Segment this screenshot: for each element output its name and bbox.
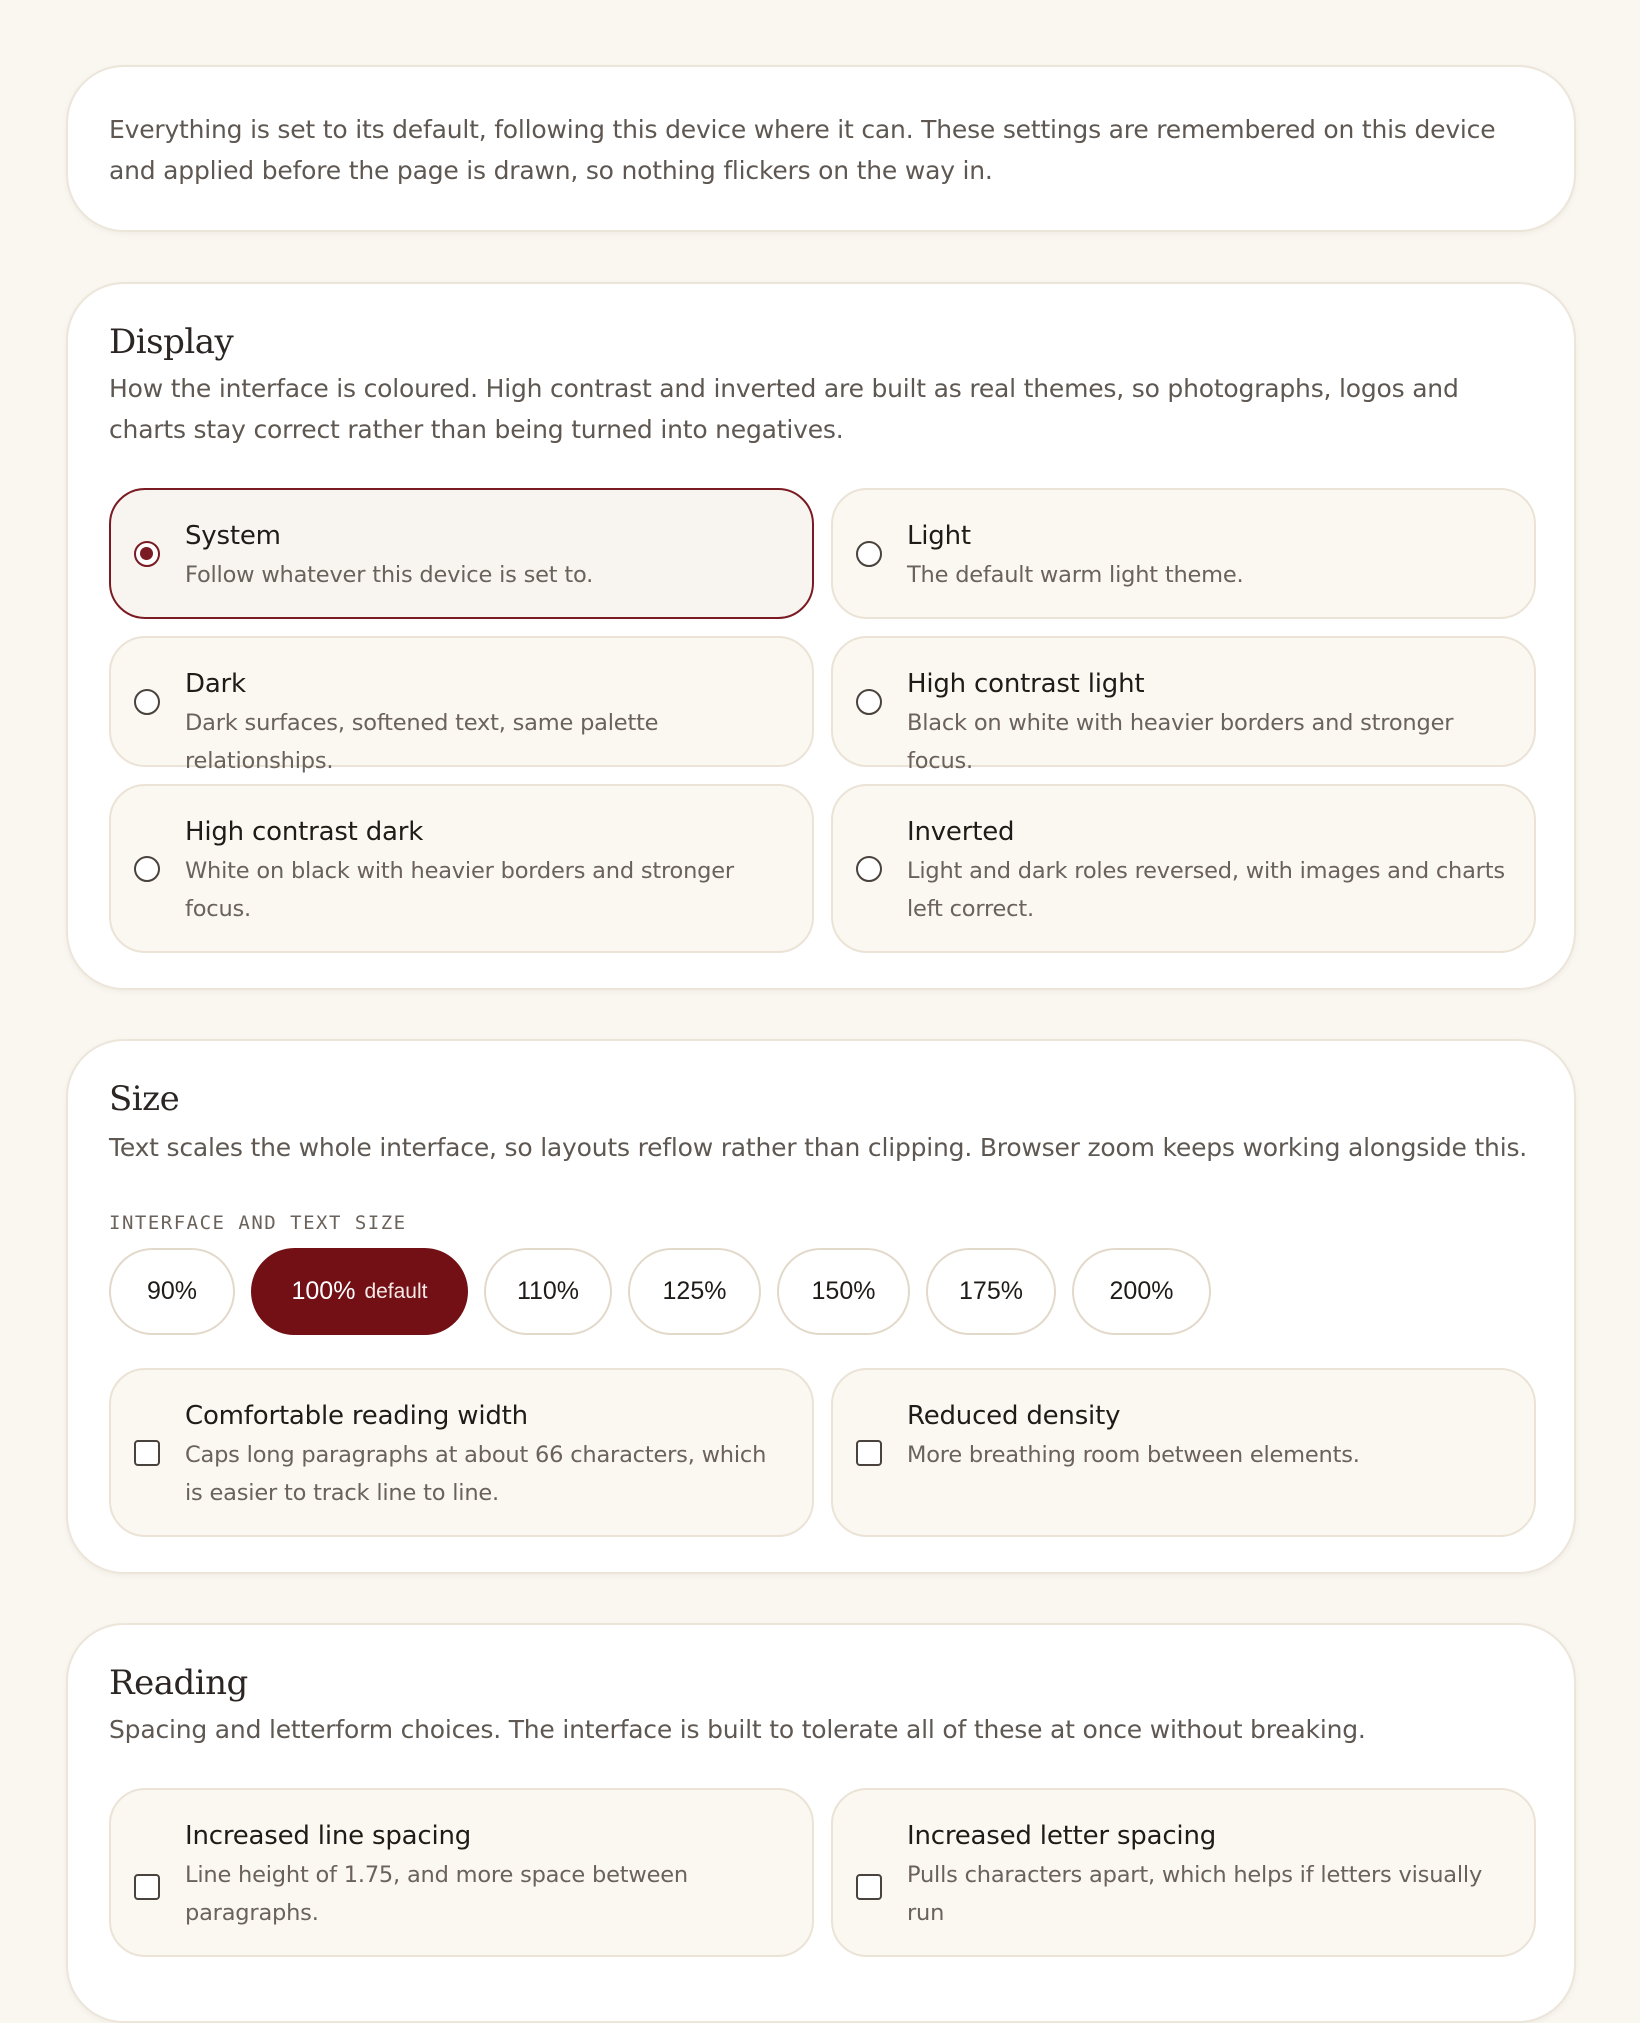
option-reduced-density[interactable] bbox=[831, 1368, 1536, 1537]
default-tag: default bbox=[364, 1279, 428, 1303]
display-option-high-contrast-light[interactable] bbox=[831, 636, 1536, 774]
size-option-150[interactable] bbox=[777, 1248, 910, 1335]
option-increased-letter-spacing[interactable] bbox=[831, 1788, 1536, 1957]
radio-icon[interactable] bbox=[856, 541, 882, 567]
radio-icon[interactable] bbox=[856, 856, 882, 882]
section-title-display: Display bbox=[109, 322, 234, 362]
option-title: Inverted bbox=[907, 817, 1015, 847]
display-option-system[interactable] bbox=[109, 488, 814, 619]
option-title: Increased letter spacing bbox=[907, 1821, 1217, 1851]
checkbox-icon[interactable] bbox=[134, 1440, 160, 1466]
size-option-label: 175% bbox=[959, 1277, 1023, 1305]
size-option-label: 125% bbox=[662, 1277, 727, 1305]
section-description-reading: Spacing and letterform choices. The interface is built to tolerate all of these at once without breaking. bbox=[109, 1715, 1366, 1744]
option-increased-line-spacing[interactable] bbox=[109, 1788, 814, 1957]
size-option-90[interactable] bbox=[109, 1248, 235, 1335]
display-option-light[interactable] bbox=[831, 488, 1536, 619]
display-option-dark[interactable] bbox=[109, 636, 814, 774]
reading-options bbox=[109, 1788, 1533, 1957]
reading-section bbox=[66, 1623, 1576, 2023]
size-option-label: 110% bbox=[516, 1277, 580, 1305]
intro-text: Everything is set to its default, following this device where it can. These settings are remembered on this device and applied before the page is drawn, so nothing flickers on the way in. bbox=[109, 115, 1496, 185]
option-description: White on black with heavier borders and stronger focus. bbox=[185, 858, 734, 922]
size-scale-label: INTERFACE AND TEXT SIZE bbox=[109, 1212, 407, 1234]
section-title-reading: Reading bbox=[109, 1663, 248, 1703]
option-description: Pulls characters apart, which helps if letters visually run bbox=[907, 1862, 1483, 1926]
section-title-size: Size bbox=[109, 1079, 180, 1119]
section-description-size: Text scales the whole interface, so layouts reflow rather than clipping. Browser zoom keeps working alongside this. bbox=[109, 1133, 1528, 1162]
radio-icon[interactable] bbox=[134, 689, 160, 715]
size-option-label: 100% bbox=[291, 1277, 356, 1305]
option-description: More breathing room between elements. bbox=[907, 1442, 1360, 1468]
intro-card bbox=[66, 65, 1576, 232]
size-option-125[interactable] bbox=[628, 1248, 761, 1335]
option-description: Line height of 1.75, and more space between paragraphs. bbox=[185, 1862, 688, 1926]
section-description-display: How the interface is coloured. High contrast and inverted are built as real themes, so photographs, logos and charts stay correct rather than being turned into negatives. bbox=[109, 374, 1459, 444]
display-option-high-contrast-dark[interactable] bbox=[109, 784, 814, 953]
option-description: Dark surfaces, softened text, same palette relationships. bbox=[185, 710, 659, 774]
option-title: Light bbox=[907, 521, 971, 551]
option-comfortable-reading-width[interactable] bbox=[109, 1368, 814, 1537]
size-option-100[interactable] bbox=[251, 1248, 468, 1335]
size-scale-group bbox=[109, 1248, 1533, 1335]
checkbox-icon[interactable] bbox=[856, 1440, 882, 1466]
option-description: Follow whatever this device is set to. bbox=[185, 562, 594, 588]
option-title: Increased line spacing bbox=[185, 1821, 472, 1851]
option-title: System bbox=[185, 521, 281, 551]
size-section bbox=[66, 1039, 1576, 1574]
display-option-inverted[interactable] bbox=[831, 784, 1536, 953]
size-option-label: 200% bbox=[1109, 1277, 1174, 1305]
option-title: High contrast light bbox=[907, 669, 1145, 699]
option-description: The default warm light theme. bbox=[907, 562, 1244, 588]
size-option-175[interactable] bbox=[926, 1248, 1056, 1335]
option-title: Dark bbox=[185, 669, 246, 699]
size-option-label: 90% bbox=[146, 1277, 198, 1305]
option-description: Caps long paragraphs at about 66 characters, which is easier to track line to line. bbox=[185, 1442, 767, 1506]
option-description: Black on white with heavier borders and stronger focus. bbox=[907, 710, 1454, 774]
size-option-200[interactable] bbox=[1072, 1248, 1211, 1335]
radio-icon[interactable] bbox=[134, 856, 160, 882]
checkbox-icon[interactable] bbox=[856, 1874, 882, 1900]
option-description: Light and dark roles reversed, with images and charts left correct. bbox=[907, 858, 1505, 922]
option-title: Comfortable reading width bbox=[185, 1401, 528, 1431]
size-option-110[interactable] bbox=[484, 1248, 612, 1335]
radio-selected-icon[interactable] bbox=[134, 541, 160, 567]
size-option-label: 150% bbox=[811, 1277, 876, 1305]
radio-icon[interactable] bbox=[856, 689, 882, 715]
display-section bbox=[66, 282, 1576, 990]
size-options bbox=[109, 1368, 1533, 1537]
option-title: Reduced density bbox=[907, 1401, 1121, 1431]
option-title: High contrast dark bbox=[185, 817, 424, 847]
checkbox-icon[interactable] bbox=[134, 1874, 160, 1900]
display-options bbox=[109, 488, 1533, 953]
